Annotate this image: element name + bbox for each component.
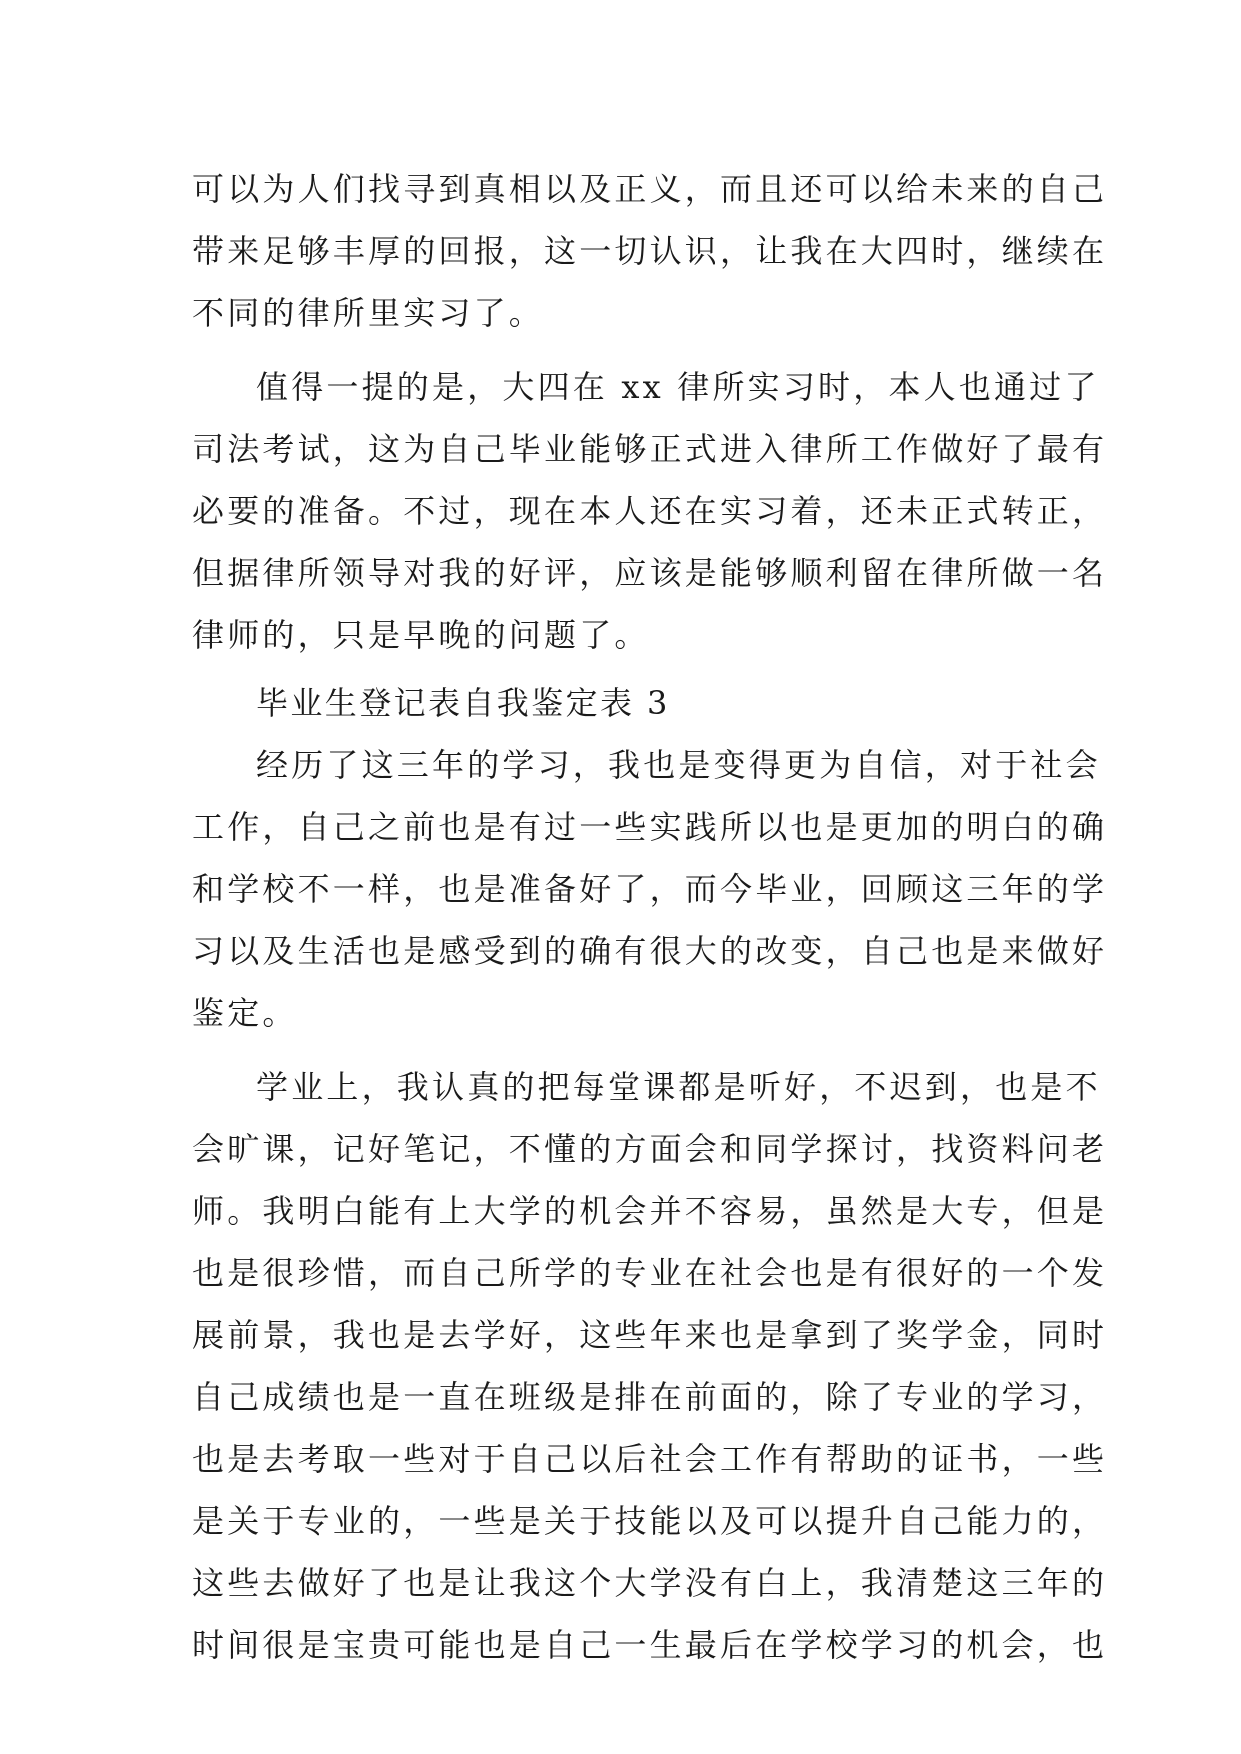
text-line: 但据律所领导对我的好评，应该是能够顺利留在律所做一名 <box>192 554 1108 592</box>
text-line: 工作，自己之前也是有过一些实践所以也是更加的明白的确 <box>192 808 1108 846</box>
text-line: 可以为人们找寻到真相以及正义，而且还可以给未来的自己 <box>192 170 1108 208</box>
text-line: 鉴定。 <box>192 994 298 1032</box>
text-line: 师。我明白能有上大学的机会并不容易，虽然是大专，但是 <box>192 1192 1108 1230</box>
text-line: 时间很是宝贵可能也是自己一生最后在学校学习的机会，也 <box>192 1626 1108 1664</box>
text-line: 会旷课，记好笔记，不懂的方面会和同学探讨，找资料问老 <box>192 1130 1108 1168</box>
text-line: 值得一提的是，大四在 xx 律所实习时，本人也通过了 <box>256 368 1100 406</box>
text-line: 是关于专业的，一些是关于技能以及可以提升自己能力的， <box>192 1502 1108 1540</box>
text-line: 也是去考取一些对于自己以后社会工作有帮助的证书，一些 <box>192 1440 1108 1478</box>
section-heading: 毕业生登记表自我鉴定表 3 <box>256 684 670 722</box>
text-line: 不同的律所里实习了。 <box>192 294 545 332</box>
text-line: 自己成绩也是一直在班级是排在前面的，除了专业的学习， <box>192 1378 1108 1416</box>
paragraph-1 <box>192 158 1108 344</box>
text-line: 这些去做好了也是让我这个大学没有白上，我清楚这三年的 <box>192 1564 1108 1602</box>
text-line: 习以及生活也是感受到的确有很大的改变，自己也是来做好 <box>192 932 1108 970</box>
text-line: 经历了这三年的学习，我也是变得更为自信，对于社会 <box>256 746 1101 784</box>
text-line: 学业上，我认真的把每堂课都是听好，不迟到，也是不 <box>256 1068 1101 1106</box>
text-line: 展前景，我也是去学好，这些年来也是拿到了奖学金，同时 <box>192 1316 1108 1354</box>
section-paragraph-2 <box>192 1056 1108 1676</box>
text-line: 也是很珍惜，而自己所学的专业在社会也是有很好的一个发 <box>192 1254 1108 1292</box>
section-paragraph-1 <box>192 734 1108 1044</box>
document-body <box>192 158 1108 1676</box>
text-line: 司法考试，这为自己毕业能够正式进入律所工作做好了最有 <box>192 430 1108 468</box>
text-line: 和学校不一样，也是准备好了，而今毕业，回顾这三年的学 <box>192 870 1108 908</box>
text-line: 必要的准备。不过，现在本人还在实习着，还未正式转正， <box>192 492 1108 530</box>
paragraph-2 <box>192 356 1108 666</box>
text-line: 带来足够丰厚的回报，这一切认识，让我在大四时，继续在 <box>192 232 1108 270</box>
text-line: 律师的，只是早晚的问题了。 <box>192 616 650 654</box>
